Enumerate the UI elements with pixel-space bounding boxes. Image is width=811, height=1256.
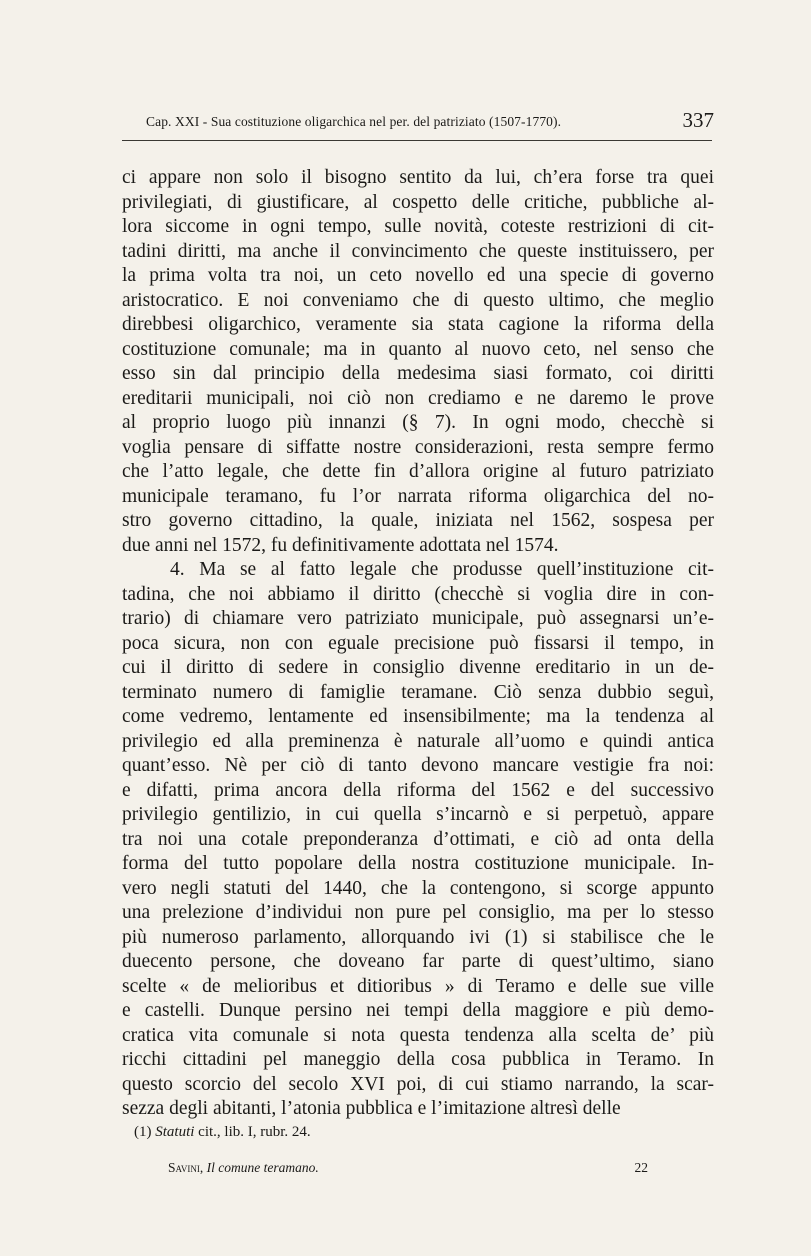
text-line: ereditarii municipali, noi ciò non crediamo e ne daremo le prove xyxy=(122,387,714,409)
signature-sheet-number: 22 xyxy=(634,1160,648,1175)
text-line: lora siccome in ogni tempo, sulle novità, coteste restrizioni di cit- xyxy=(122,216,714,237)
text-line: direbbesi oligarchico, veramente sia stata cagione la riforma della xyxy=(122,314,714,335)
text-line: ci appare non solo il bisogno sentito da lui, ch’era forse tra quei xyxy=(122,167,714,188)
text-line: stro governo cittadino, la quale, iniziata nel 1562, sospesa per xyxy=(122,510,714,531)
text-line: e difatti, prima ancora della riforma del 1562 e del successivo xyxy=(122,779,714,801)
footnote-title: Statuti xyxy=(155,1124,195,1140)
text-line: esso sin dal principio della medesima siasi formato, coi diritti xyxy=(122,363,714,384)
text-line: due anni nel 1572, fu definitivamente adottata nel 1574. xyxy=(122,534,559,556)
signature-author: Savini, xyxy=(168,1160,204,1175)
text-line: poca sicura, non con eguale precisione può fissarsi il tempo, in xyxy=(122,632,714,654)
text-line: privilegio gentilizio, in cui quella s’incarnò e si perpetuò, appare xyxy=(122,804,714,825)
text-line: duecento persone, che doveano far parte di quest’ultimo, siano xyxy=(122,951,714,972)
footnote-marker: (1) xyxy=(134,1124,152,1140)
text-line: cratica vita comunale si nota questa tendenza alla scelta de’ più xyxy=(122,1024,714,1046)
page-header xyxy=(122,108,714,138)
text-line: aristocratico. E noi conveniamo che di questo ultimo, che meglio xyxy=(122,289,714,311)
text-line: tra noi una cotale preponderanza d’ottimati, e ciò ad onta della xyxy=(122,828,714,850)
text-line: scelte « de melioribus et ditioribus » di Teramo e delle sue ville xyxy=(122,975,714,997)
footnote xyxy=(134,1124,311,1141)
text-line: tadina, che noi abbiamo il diritto (checchè si voglia dire in con- xyxy=(122,583,714,605)
text-line: questo scorcio del secolo XVI poi, di cui stiamo narrando, la scar- xyxy=(122,1073,714,1095)
running-head: Cap. XXI - Sua costituzione oligarchica nel per. del patriziato (1507-1770). xyxy=(146,114,562,129)
page-number: 337 xyxy=(682,108,714,132)
header-rule xyxy=(122,140,712,141)
text-line: al proprio luogo più innanzi (§ 7). In ogni modo, checchè si xyxy=(122,412,714,433)
text-line: cui il diritto di sedere in consiglio divenne ereditario in un de- xyxy=(122,657,714,678)
text-line: tadini diritti, ma anche il convincimento che queste instituissero, per xyxy=(122,240,714,262)
footnote-citation: cit., lib. I, rubr. 24. xyxy=(194,1124,311,1140)
text-line: municipale teramano, fu l’or narrata riforma oligarchica del no- xyxy=(122,485,714,507)
text-line: come vedremo, lentamente ed insensibilmente; ma la tendenza al xyxy=(122,706,714,727)
text-line: terminato numero di famiglie teramane. Ciò senza dubbio seguì, xyxy=(122,681,714,703)
text-line: e castelli. Dunque persino nei tempi della maggiore e più demo- xyxy=(122,1000,714,1021)
text-line: la prima volta tra noi, un ceto novello ed una specie di governo xyxy=(122,265,714,286)
text-line: una prelezione d’individui non pure pel consiglio, ma per lo stesso xyxy=(122,902,714,923)
text-line: costituzione comunale; ma in quanto al nuovo ceto, nel senso che xyxy=(122,338,714,360)
text-line: privilegiati, di giustificare, al cospetto delle critiche, pubbliche al- xyxy=(122,191,714,213)
text-line: ricchi cittadini pel maneggio della cosa pubblica in Teramo. In xyxy=(122,1049,714,1070)
text-line: 4. Ma se al fatto legale che produsse quell’instituzione cit- xyxy=(170,559,714,580)
text-line: forma del tutto popolare della nostra costituzione municipale. In- xyxy=(122,853,714,874)
signature-work: Il comune teramano. xyxy=(206,1160,319,1175)
text-line: privilegio ed alla preminenza è naturale all’uomo e quindi antica xyxy=(122,730,714,752)
text-line: più numeroso parlamento, allorquando ivi (1) si stabilisce che le xyxy=(122,926,714,948)
text-line: voglia pensare di siffatte nostre considerazioni, resta sempre fermo xyxy=(122,436,714,458)
text-line: che l’atto legale, che dette fin d’allora origine al futuro patriziato xyxy=(122,461,714,482)
body-text xyxy=(122,166,714,1122)
signature-mark xyxy=(168,1160,319,1176)
text-line: vero negli statuti del 1440, che la contengono, si scorge appunto xyxy=(122,877,714,899)
text-line: quant’esso. Nè per ciò di tanto devono mancare vestigie fra noi: xyxy=(122,755,714,776)
text-line: sezza degli abitanti, l’atonia pubblica e l’imitazione altresì delle xyxy=(122,1098,621,1119)
text-line: trario) di chiamare vero patriziato municipale, può assegnarsi un’e- xyxy=(122,608,714,629)
